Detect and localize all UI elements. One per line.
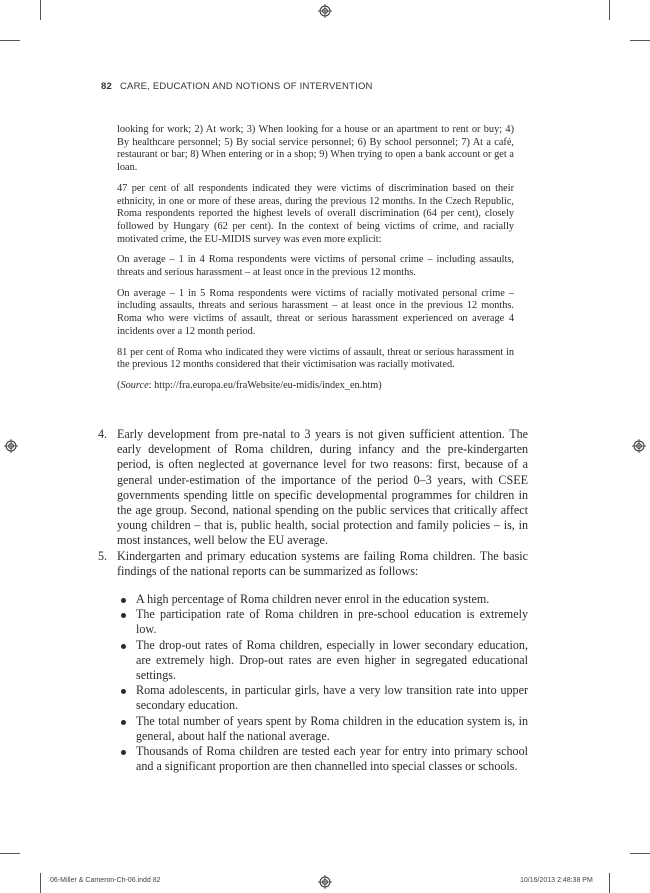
crop-mark	[630, 40, 650, 41]
item-text: Early development from pre-natal to 3 years is not given sufficient attention. The early development of Roma children, during infancy and the pre-kindergarten period, is often neglected at governance level for two reasons: first, because of a general under-estimation of the importance of the period 0–3 years, with CSEE governments spending little on specific developmental programmes for children in the age group. Second, national spending on the public services that critically affect young children – that is, public health, social protection and family policies – is, in most instances, well below the EU average.	[117, 427, 528, 548]
quote-paragraph: On average – 1 in 5 Roma respondents were victims of racially motivated personal crime – including assaults, threats and serious harassment – at least once in the previous 12 months. Roma who were victims of assault, threat or serious harassment experienced on average 4 incidents over a 12 month period.	[117, 287, 514, 337]
crop-mark	[609, 873, 610, 893]
bullet-icon	[121, 689, 126, 694]
list-item-4	[98, 427, 528, 549]
registration-mark-icon	[318, 4, 332, 18]
bullet-item: The participation rate of Roma children in pre-school education is extremely low.	[117, 607, 528, 637]
quote-paragraph: looking for work; 2) At work; 3) When looking for a house or an apartment to rent or buy; 4) By healthcare personnel; 5) By social service personnel; 6) By school personnel; 7) At a café, restaurant or bar; 8) When entering or in a shop; 9) When trying to open a bank account or get a loan.	[117, 124, 514, 174]
source-url: : http://fra.europa.eu/fraWebsite/eu-midis/index_en.htm)	[148, 379, 382, 391]
quote-paragraph: 47 per cent of all respondents indicated they were victims of discrimination based on their ethnicity, in one or more of these areas, during the previous 12 months. In the Czech Republic, Roma respondents reported the highest levels of overall discrimination (64 per cent), closely followed by Hungary (62 per cent). In the context of being victims of crime, and racially motivated crime, the EU-MIDIS survey was even more explicit:	[117, 182, 514, 245]
list-item-5	[98, 549, 528, 775]
source-citation: (Source: http://fra.europa.eu/fraWebsite/eu-midis/index_en.htm)	[117, 379, 382, 391]
item-text: Kindergarten and primary education systems are failing Roma children. The basic findings of the national reports can be summarized as follows:	[117, 548, 528, 578]
bullet-list	[117, 592, 528, 774]
page-number: 82	[101, 81, 112, 92]
crop-mark	[609, 0, 610, 20]
item-number: 5.	[98, 548, 108, 563]
bullet-icon	[121, 613, 126, 618]
source-label: Source	[120, 379, 149, 391]
crop-mark	[40, 873, 41, 893]
file-slug: 06-Miller & Cameron-Ch-06.indd 82	[50, 877, 161, 884]
bullet-item: The total number of years spent by Roma children in the education system is, in general, about half the national average.	[117, 714, 528, 744]
registration-mark-icon	[632, 439, 646, 453]
bullet-item: A high percentage of Roma children never enrol in the education system.	[117, 592, 528, 607]
bullet-item: Thousands of Roma children are tested each year for entry into primary school and a significant proportion are then channelled into special classes or schools.	[117, 744, 528, 774]
crop-mark	[630, 853, 650, 854]
block-quote	[117, 124, 514, 401]
bullet-icon	[121, 644, 126, 649]
item-number: 4.	[98, 427, 108, 441]
crop-mark	[0, 40, 20, 41]
running-title: CARE, EDUCATION AND NOTIONS OF INTERVENTION	[119, 81, 373, 92]
print-timestamp: 10/16/2013 2:48:38 PM	[520, 877, 593, 884]
bullet-icon	[121, 720, 126, 725]
registration-mark-icon	[4, 439, 18, 453]
quote-paragraph: 81 per cent of Roma who indicated they were victims of assault, threat or serious harassment in the previous 12 months considered that their victimisation was racially motivated.	[117, 346, 514, 371]
bullet-item: Roma adolescents, in particular girls, have a very low transition rate into upper secondary education.	[117, 683, 528, 713]
crop-mark	[40, 0, 41, 20]
running-header	[101, 81, 521, 92]
bullet-item: The drop-out rates of Roma children, especially in lower secondary education, are extremely high. Drop-out rates are even higher in segregated educational settings.	[117, 638, 528, 684]
bullet-icon	[121, 598, 126, 603]
crop-mark	[0, 853, 20, 854]
numbered-list	[98, 427, 528, 774]
quote-paragraph: On average – 1 in 4 Roma respondents were victims of personal crime – including assaults, threats and serious harassment – at least once in the previous 12 months.	[117, 254, 514, 279]
registration-mark-icon	[318, 875, 332, 889]
bullet-icon	[121, 750, 126, 755]
